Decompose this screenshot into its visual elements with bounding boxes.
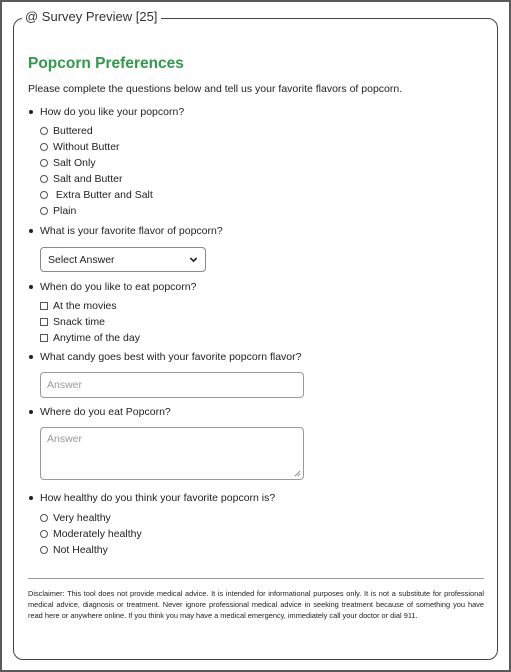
question-item	[28, 490, 486, 558]
candy-answer-input[interactable]	[40, 372, 304, 398]
textarea-placeholder: Answer	[47, 433, 83, 445]
option-label: Without Butter	[53, 141, 120, 153]
option-label: Extra Butter and Salt	[53, 189, 153, 201]
radio-option[interactable]	[40, 542, 486, 558]
radio-option[interactable]	[40, 187, 486, 203]
checkbox[interactable]	[40, 302, 48, 310]
radio-button[interactable]	[40, 546, 48, 554]
option-label: Very healthy	[53, 512, 111, 524]
question-item	[28, 223, 486, 272]
option-label: Buttered	[53, 125, 93, 137]
option-label: Moderately healthy	[53, 528, 142, 540]
checkbox[interactable]	[40, 318, 48, 326]
checkbox[interactable]	[40, 334, 48, 342]
question-item	[28, 104, 486, 219]
radio-button[interactable]	[40, 191, 48, 199]
flavor-select[interactable]	[40, 247, 206, 272]
radio-option[interactable]	[40, 526, 486, 542]
question-item	[28, 349, 486, 398]
question-label: Where do you eat Popcorn?	[40, 406, 171, 418]
radio-option[interactable]	[40, 203, 486, 219]
location-answer-textarea[interactable]	[40, 427, 304, 480]
question-item	[28, 279, 486, 346]
radio-option[interactable]	[40, 510, 486, 526]
radio-option[interactable]	[40, 139, 486, 155]
disclaimer-text: Disclaimer: This tool does not provide medical advice. It is intended for informational purposes only. It is not a substitute for professional medical advice, diagnosis or treatment. Never ignore professional medical advice in seeking treatment because of something you have read here or anywhere online. If you think you may have a medical emergency, immediately call your doctor or dial 911.	[28, 589, 484, 620]
question-label: How healthy do you think your favorite popcorn is?	[40, 492, 276, 504]
checkbox-group	[40, 298, 486, 346]
survey-title: Popcorn Preferences	[28, 55, 184, 72]
option-label: Salt and Butter	[53, 173, 123, 185]
option-label: At the movies	[53, 300, 117, 312]
option-label: Snack time	[53, 316, 105, 328]
option-label: Not Healthy	[53, 544, 108, 556]
radio-group	[40, 123, 486, 219]
option-label: Salt Only	[53, 157, 96, 169]
survey-form	[28, 52, 486, 558]
radio-button[interactable]	[40, 514, 48, 522]
option-label: Anytime of the day	[53, 332, 140, 344]
radio-option[interactable]	[40, 155, 486, 171]
select-value: Select Answer	[48, 253, 115, 266]
input-placeholder: Answer	[47, 379, 83, 391]
checkbox-option[interactable]	[40, 314, 486, 330]
chevron-down-icon	[189, 255, 198, 264]
question-item	[28, 404, 486, 480]
radio-button[interactable]	[40, 159, 48, 167]
option-label: Plain	[53, 205, 77, 217]
checkbox-option[interactable]	[40, 330, 486, 346]
radio-button[interactable]	[40, 530, 48, 538]
resize-handle-icon[interactable]	[294, 470, 301, 477]
radio-option[interactable]	[40, 171, 486, 187]
radio-button[interactable]	[40, 127, 48, 135]
checkbox-option[interactable]	[40, 298, 486, 314]
question-list	[28, 104, 486, 558]
survey-intro: Please complete the questions below and tell us your favorite flavors of popcorn.	[28, 83, 403, 95]
question-label: How do you like your popcorn?	[40, 106, 185, 118]
radio-button[interactable]	[40, 143, 48, 151]
radio-button[interactable]	[40, 175, 48, 183]
radio-option[interactable]	[40, 123, 486, 139]
radio-button[interactable]	[40, 207, 48, 215]
radio-group	[40, 510, 486, 558]
question-label: When do you like to eat popcorn?	[40, 281, 197, 293]
disclaimer-divider	[28, 578, 484, 579]
question-label: What candy goes best with your favorite popcorn flavor?	[40, 351, 302, 363]
question-label: What is your favorite flavor of popcorn?	[40, 225, 223, 237]
panel-legend: @ Survey Preview [25]	[22, 9, 161, 25]
